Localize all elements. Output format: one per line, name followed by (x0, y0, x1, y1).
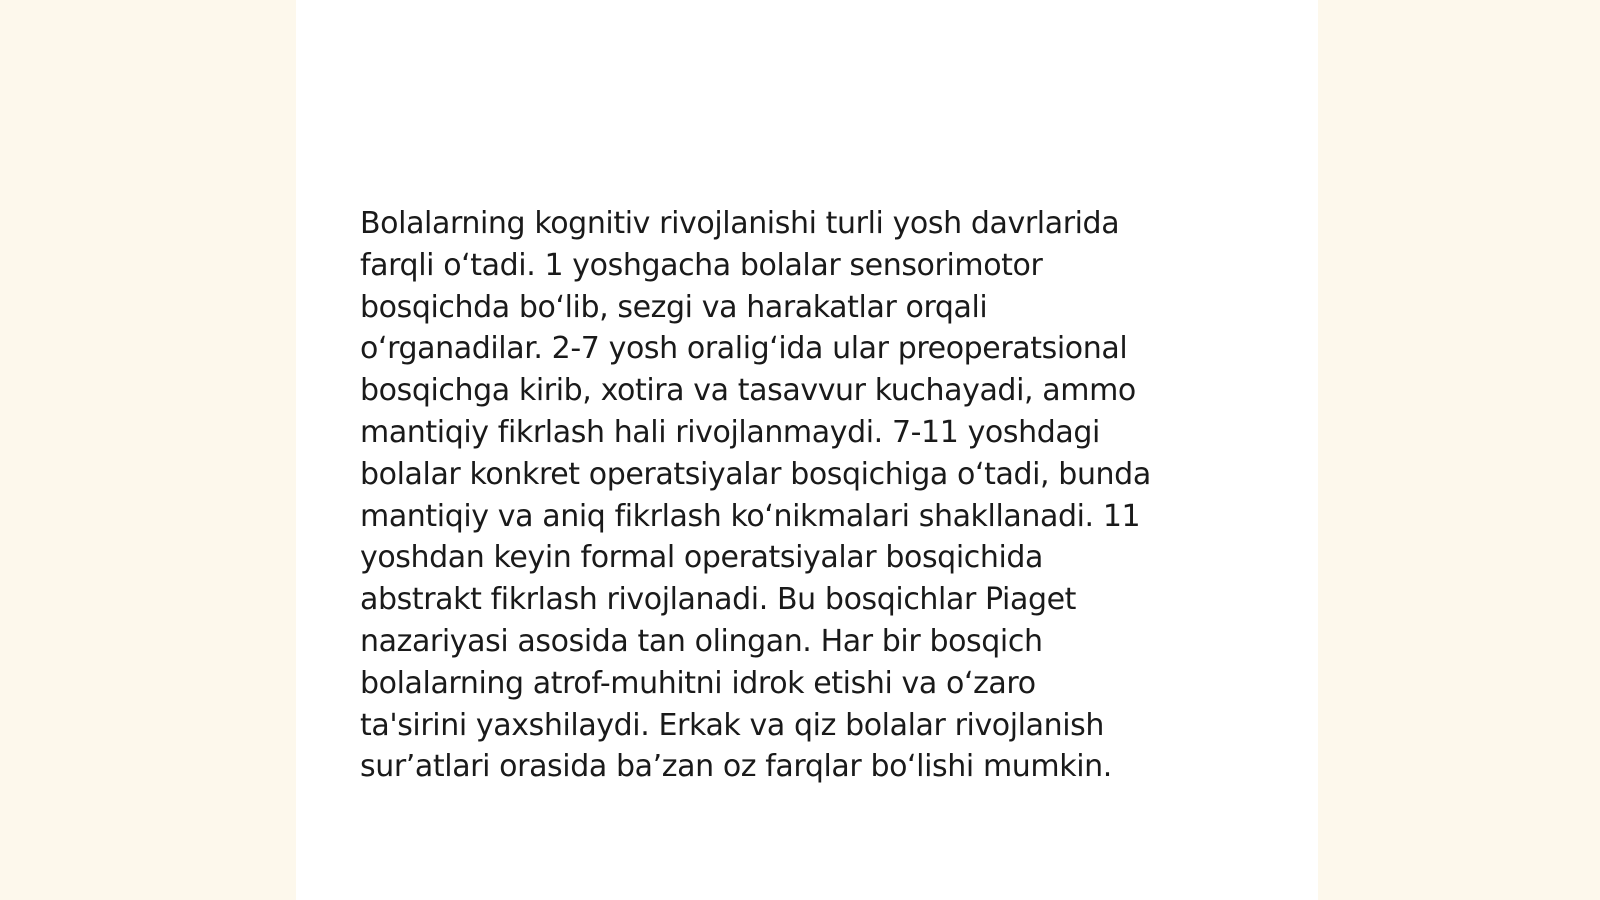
text-line: Bolalarning kognitiv rivojlanishi turli yosh davrlarida (360, 206, 1120, 241)
text-line: bosqichda boʻlib, sezgi va harakatlar orqali (360, 289, 988, 325)
text-line: surʼatlari orasida baʼzan oz farqlar boʻlishi mumkin. (360, 749, 1112, 785)
slide (296, 0, 1318, 900)
text-line: bolalarning atrof-muhitni idrok etishi va oʻzaro (360, 665, 1036, 701)
text-line: ta'sirini yaxshilaydi. Erkak va qiz bolalar rivojlanish (360, 707, 1104, 743)
text-line: farqli oʻtadi. 1 yoshgacha bolalar sensorimotor (360, 247, 1043, 283)
text-line: mantiqiy fikrlash hali rivojlanmaydi. 7-11 yoshdagi (360, 414, 1100, 450)
slide-body-text (360, 203, 1260, 788)
text-line: abstrakt fikrlash rivojlanadi. Bu bosqichlar Piaget (360, 582, 1077, 618)
text-line: bolalar konkret operatsiyalar bosqichiga oʻtadi, bunda (360, 456, 1151, 492)
text-line: bosqichga kirib, xotira va tasavvur kuchayadi, ammo (360, 373, 1136, 409)
text-line: mantiqiy va aniq fikrlash koʻnikmalari shakllanadi. 11 (360, 498, 1141, 534)
text-line: nazariyasi asosida tan olingan. Har bir bosqich (360, 623, 1043, 659)
text-line: yoshdan keyin formal operatsiyalar bosqichida (360, 540, 1044, 576)
text-line: oʻrganadilar. 2-7 yosh oraligʻida ular preoperatsional (360, 331, 1128, 367)
